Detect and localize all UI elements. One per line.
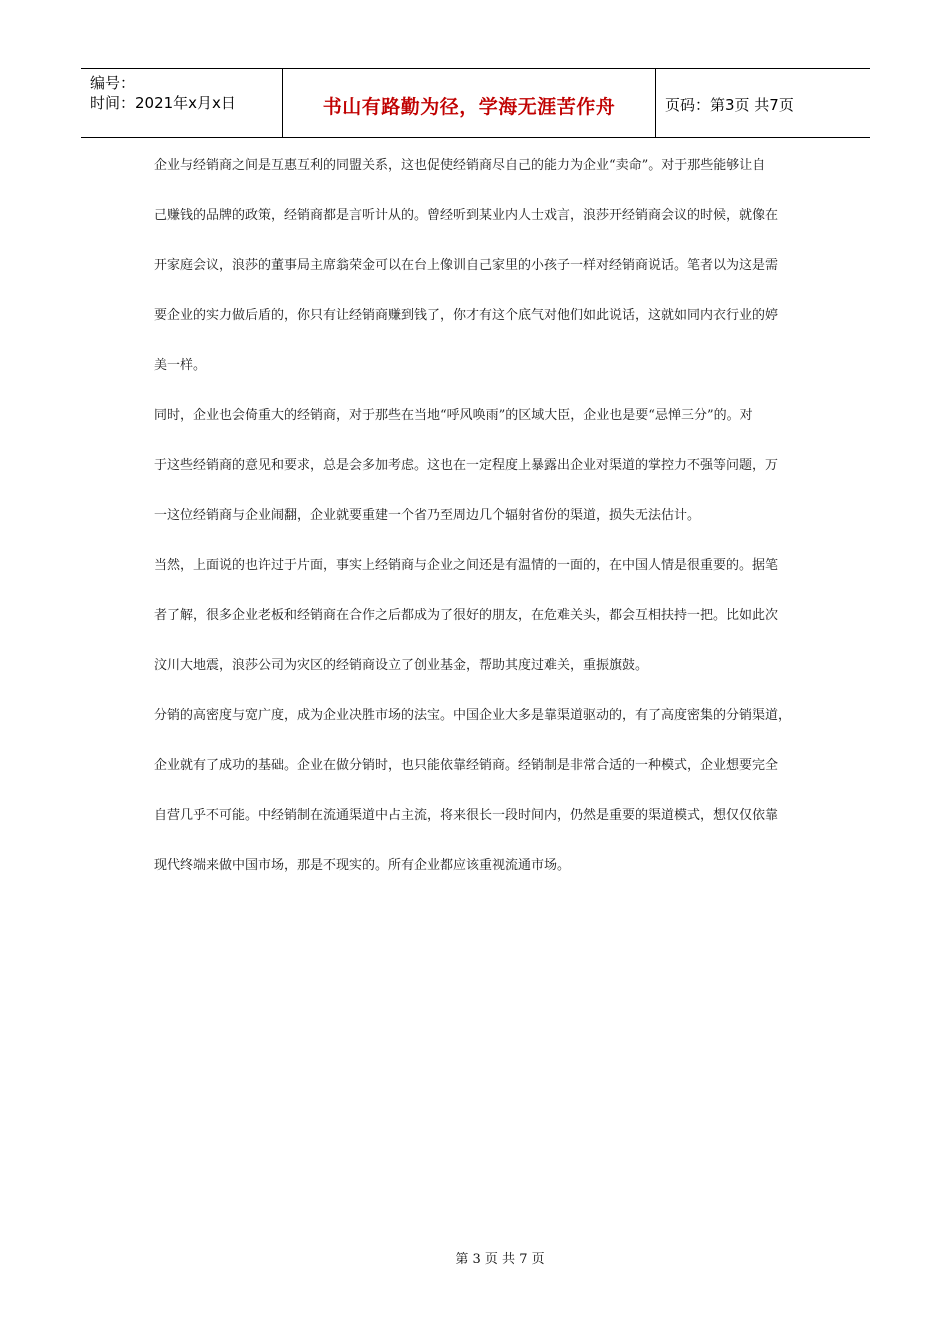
- header-table: [81, 68, 870, 138]
- text-line: 要企业的实力做后盾的，你只有让经销商赚到钱了，你才有这个底气对他们如此说话，这就如同内衣行业的婷: [154, 308, 779, 323]
- paragraph-3: [154, 558, 810, 708]
- text-line: 一这位经销商与企业闹翻，企业就要重建一个省乃至周边几个辐射省份的渠道，损失无法估计。: [154, 508, 701, 523]
- text-line: 企业与经销商之间是互惠互利的同盟关系，这也促使经销商尽自己的能力为企业“卖命”。对于那些能够让自: [154, 158, 766, 173]
- document-code-label: 编号：: [90, 74, 136, 92]
- text-line: 同时，企业也会倚重大的经销商，对于那些在当地“呼风唤雨”的区域大臣，企业也是要“忌惮三分”的。对: [154, 408, 753, 423]
- header-motto: 书山有路勤为径，学海无涯苦作舟: [282, 69, 656, 137]
- text-line: 开家庭会议，浪莎的董事局主席翁荣金可以在台上像训自己家里的小孩子一样对经销商说话。笔者以为这是需: [154, 258, 779, 273]
- text-line: 于这些经销商的意见和要求，总是会多加考虑。这也在一定程度上暴露出企业对渠道的掌控力不强等问题，万: [154, 458, 779, 473]
- text-line: 者了解，很多企业老板和经销商在合作之后都成为了很好的朋友，在危难关头，都会互相扶持一把。比如此次: [154, 608, 779, 623]
- paragraph-2: [154, 408, 810, 558]
- document-body: [154, 158, 810, 908]
- header-info-cell: [81, 69, 282, 137]
- text-line: 美一样。: [154, 358, 207, 373]
- text-line: 自营几乎不可能。中经销制在流通渠道中占主流，将来很长一段时间内，仍然是重要的渠道模式，想仅仅依靠: [154, 808, 779, 823]
- document-date-label: 时间：2021年x月x日: [90, 94, 236, 112]
- text-line: 现代终端来做中国市场，那是不现实的。所有企业都应该重视流通市场。: [154, 858, 571, 873]
- text-line: 当然，上面说的也许过于片面，事实上经销商与企业之间还是有温情的一面的，在中国人情是很重要的。据笔: [154, 558, 779, 573]
- header-page-number: 页码：第3页 共7页: [665, 95, 794, 114]
- paragraph-4: [154, 708, 810, 908]
- page-footer: [0, 1248, 950, 1267]
- text-line: 分销的高密度与宽广度，成为企业决胜市场的法宝。中国企业大多是靠渠道驱动的，有了高度密集的分销渠道，: [154, 708, 792, 723]
- footer-page-number: 第 3 页 共 7 页: [455, 1252, 545, 1267]
- text-line: 己赚钱的品牌的政策，经销商都是言听计从的。曾经听到某业内人士戏言，浪莎开经销商会议的时候，就像在: [154, 208, 779, 223]
- text-line: 企业就有了成功的基础。企业在做分销时，也只能依靠经销商。经销制是非常合适的一种模式，企业想要完全: [154, 758, 779, 773]
- paragraph-1: [154, 158, 810, 408]
- text-line: 汶川大地震，浪莎公司为灾区的经销商设立了创业基金，帮助其度过难关，重振旗鼓。: [154, 658, 649, 673]
